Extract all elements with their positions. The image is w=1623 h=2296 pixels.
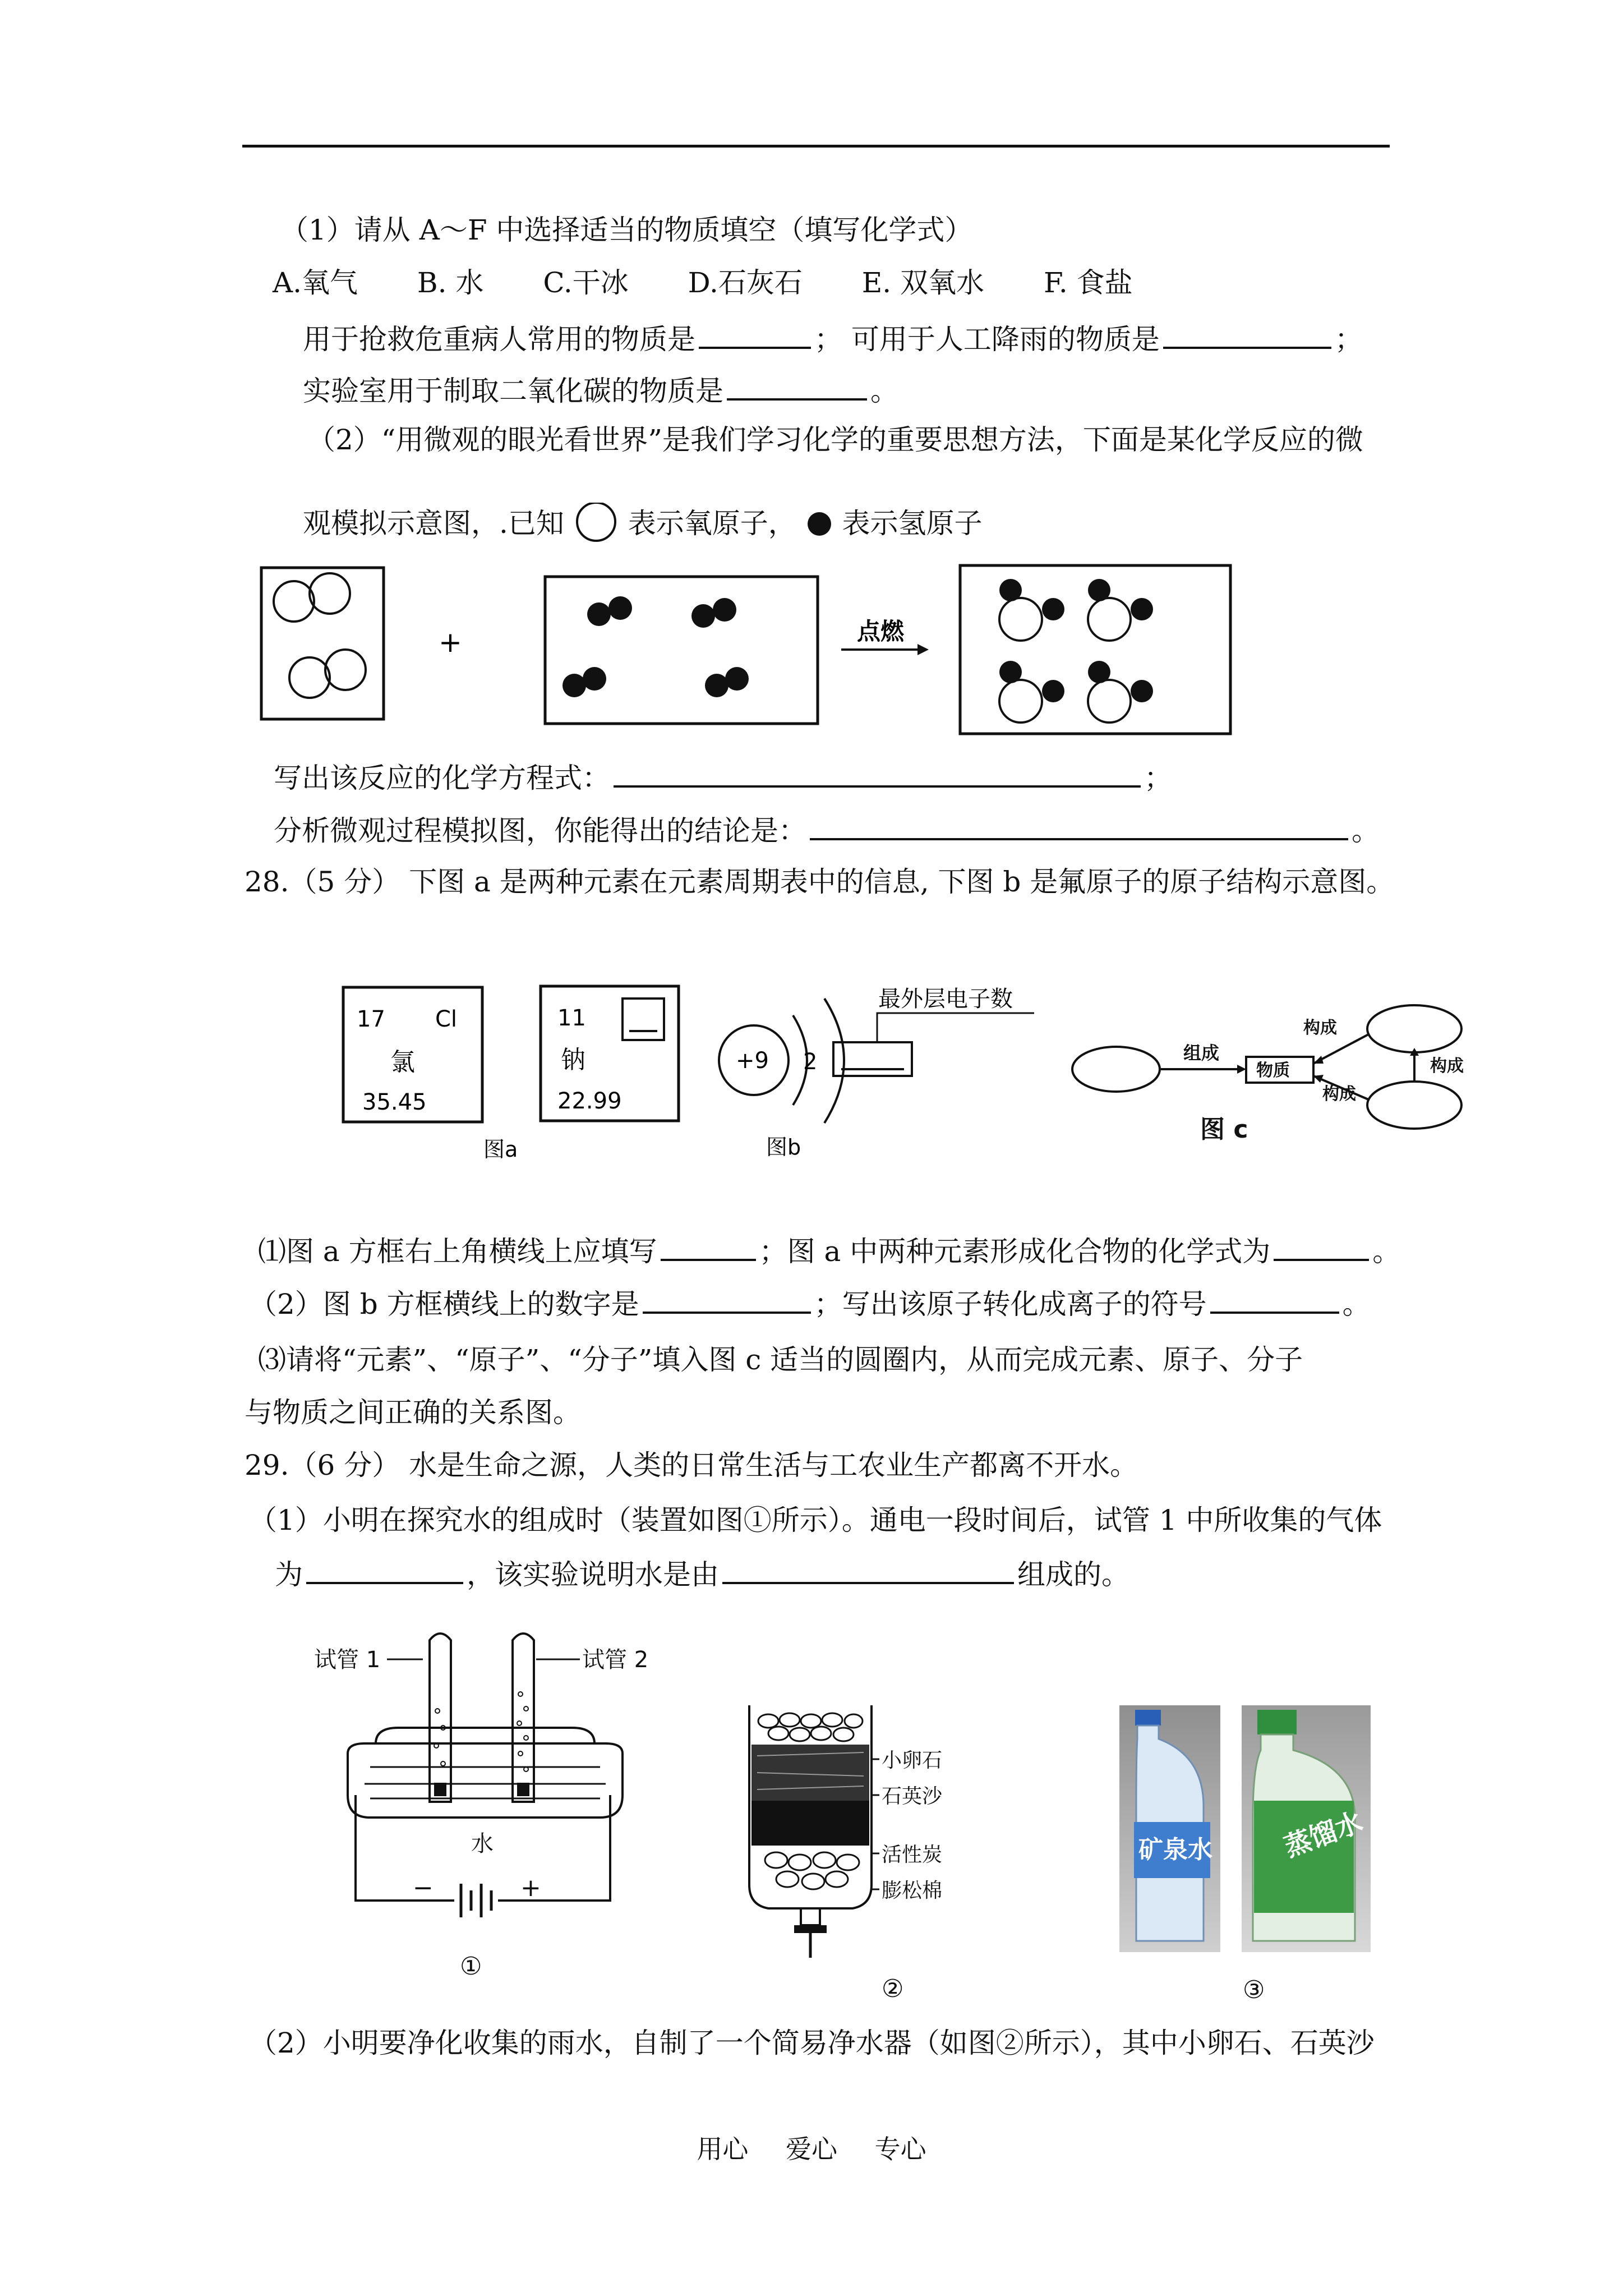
figure-c-relationship [1071,993,1497,1161]
q28-title: 28.（5 分） 下图 a 是两种元素在元素周期表中的信息, 下图 b 是氟原子的原子结构示意图。 [245,866,1395,898]
na-mass: 22.99 [557,1088,622,1114]
figure-2-water-filter [729,1694,987,2008]
bottle2-text: 蒸馏水 [1280,1806,1367,1864]
circle-top-right [1367,1005,1461,1052]
bottle2-cap [1257,1710,1297,1734]
hydrogen-molecules-box [545,577,818,724]
hydrogen-atom-icon [805,512,833,540]
na-symbol-box [623,999,664,1040]
bottle1-cap [1135,1710,1161,1726]
q29-p1-text-c: 组成的。 [1017,1558,1129,1591]
q27-fill-line-2 [303,371,898,409]
q27-part1-prompt: （1）请从 A～F 中选择适当的物质填空（填写化学式） [280,214,973,246]
nuclear-charge: +9 [736,1048,769,1074]
answer-blank-gas[interactable] [306,1555,463,1584]
arrow-head [917,644,929,655]
answer-blank-rain[interactable] [1163,320,1331,349]
water-label: 水 [471,1831,494,1857]
answer-blank-na-symbol[interactable] [661,1232,756,1261]
construct-label-1: 构成 [1303,1018,1337,1038]
option-d: D.石灰石 [688,266,803,299]
q27-options [273,265,1183,301]
test-tube-1 [430,1634,451,1802]
quartz-label: 石英沙 [882,1785,943,1808]
q29-p1-text-a: 为 [275,1558,303,1591]
pebble-label: 小卵石 [882,1749,943,1772]
conclusion-end: 。 [1352,815,1380,847]
fill1-text-c: ； [1334,323,1363,356]
footer-item-1: 用心 [697,2134,749,2164]
cotton-label: 膨松棉 [882,1879,943,1902]
option-b: B. 水 [417,266,484,299]
q28-q3-line1: ⑶请将“元素”、“原子”、“分子”填入图 c 适当的圆圈内，从而完成元素、原子、分子 [258,1343,1303,1376]
compose-label: 组成 [1183,1042,1220,1064]
substance-label: 物质 [1256,1061,1290,1080]
answer-blank-conclusion[interactable] [810,811,1348,840]
positive-terminal: + [520,1874,541,1902]
outlet [801,1908,820,1925]
answer-blank-composition[interactable] [722,1555,1014,1584]
q29-p1-text-b: ，该实验说明水是由 [467,1558,719,1591]
fill1-text-a: 用于抢救危重病人常用的物质是 [303,323,695,356]
caption-fig-3: ③ [1243,1976,1265,2004]
circle-left [1072,1047,1160,1092]
construct-label-2: 构成 [1322,1084,1356,1104]
legend-text-a: 观模拟示意图，.已知 [303,507,564,540]
q28-q2 [249,1285,1371,1322]
q27-part2-line1: （2）“用微观的眼光看世界”是我们学习化学的重要思想方法，下面是某化学反应的微 [307,424,1363,456]
q28-q3-line2: 与物质之间正确的关系图。 [245,1396,581,1429]
q28-q1-text-c: 。 [1372,1235,1401,1268]
electrode-1 [434,1783,446,1796]
inner-electron-count: 2 [803,1049,818,1075]
circle-bottom-right [1367,1082,1461,1129]
condition-label: 点燃 [857,618,905,645]
activated-carbon-layer [751,1801,869,1846]
oxygen-molecules-box [261,568,384,719]
footer-item-3: 专心 [874,2134,926,2164]
q29-p1-line1: （1）小明在探究水的组成时（装置如图①所示）。通电一段时间后，试管 1 中所收集的气体 [249,1504,1382,1536]
cl-name: 氯 [390,1048,415,1076]
q28-q1-text-a: ⑴图 a 方框右上角横线上应填写 [258,1235,657,1268]
na-name: 钠 [561,1046,585,1074]
q28-q2-text-c: 。 [1342,1288,1371,1320]
q28-q1 [258,1232,1400,1269]
carbon-label: 活性炭 [882,1843,943,1866]
q28-q2-text-a: （2）图 b 方框横线上的数字是 [249,1288,639,1320]
equation-prompt: 写出该反应的化学方程式： [274,762,610,794]
q29-title: 29.（6 分） 水是生命之源，人类的日常生活与工农业生产都离不开水。 [245,1449,1138,1481]
caption-fig-b: 图b [766,1135,801,1159]
cl-mass: 35.45 [362,1089,427,1115]
answer-blank-ion-symbol[interactable] [1210,1285,1339,1314]
option-a: A.氧气 [273,266,358,299]
legend-text-b: 表示氧原子， [628,507,796,540]
test-tube-2 [513,1634,534,1802]
negative-terminal: − [413,1874,434,1902]
q28-q1-text-b: ；图 a 中两种元素形成化合物的化学式为 [759,1235,1271,1268]
outer-electron-label: 最外层电子数 [878,986,1013,1012]
figure-3-bottles [1119,1705,1389,2008]
fill2-text-b: 。 [870,375,898,407]
option-e: E. 双氧水 [861,266,985,299]
bottle1-text: 矿泉水 [1138,1835,1212,1864]
plus-sign: + [439,626,462,659]
equation-line [274,758,1172,796]
q27-fill-line-1 [303,320,1363,357]
footer-item-2: 爱心 [786,2134,837,2164]
construct-label-3: 构成 [1430,1056,1464,1076]
answer-blank-emergency[interactable] [699,320,811,349]
fill2-text-a: 实验室用于制取二氧化碳的物质是 [303,375,723,407]
reaction-diagram [258,561,1245,740]
caption-fig-2: ② [882,1975,904,2003]
conclusion-prompt: 分析微观过程模拟图，你能得出的结论是： [274,815,806,847]
header-rule [242,145,1390,148]
na-atomic-number: 11 [557,1005,586,1031]
answer-blank-equation[interactable] [614,758,1141,788]
q29-p1-line2 [275,1555,1129,1593]
cl-symbol: Cl [435,1006,458,1032]
oxygen-atom-icon [573,503,619,549]
answer-blank-compound-formula[interactable] [1274,1232,1369,1261]
fill1-text-b: ； 可用于人工降雨的物质是 [814,323,1160,356]
caption-fig-c: 图 c [1200,1115,1248,1144]
option-f: F. 食盐 [1043,266,1133,299]
tube2-label: 试管 2 [582,1647,649,1673]
electrode-2 [517,1783,529,1796]
caption-fig-1: ① [460,1952,482,1981]
figure-a-periodic-cells [336,976,695,1167]
q28-q2-text-b: ；写出该原子转化成离子的符号 [814,1288,1207,1320]
legend-text-c: 表示氢原子 [842,507,983,540]
footer [0,2129,1623,2166]
caption-fig-a: 图a [483,1137,518,1162]
q27-part2-line2 [303,503,983,549]
conclusion-line [274,811,1380,849]
answer-blank-co2[interactable] [727,371,867,401]
water-trough [348,1743,623,1818]
tube1-label: 试管 1 [314,1647,381,1673]
equation-end: ； [1144,762,1172,794]
q29-p2-line1: （2）小明要净化收集的雨水，自制了一个简易净水器（如图②所示），其中小卵石、石英沙 [249,2027,1375,2059]
answer-blank-outer-electrons[interactable] [643,1285,811,1314]
cl-atomic-number: 17 [357,1006,385,1032]
option-c: C.干冰 [543,266,629,299]
figure-b-fluorine-structure [709,976,1051,1167]
figure-1-electrolysis [303,1627,651,1986]
